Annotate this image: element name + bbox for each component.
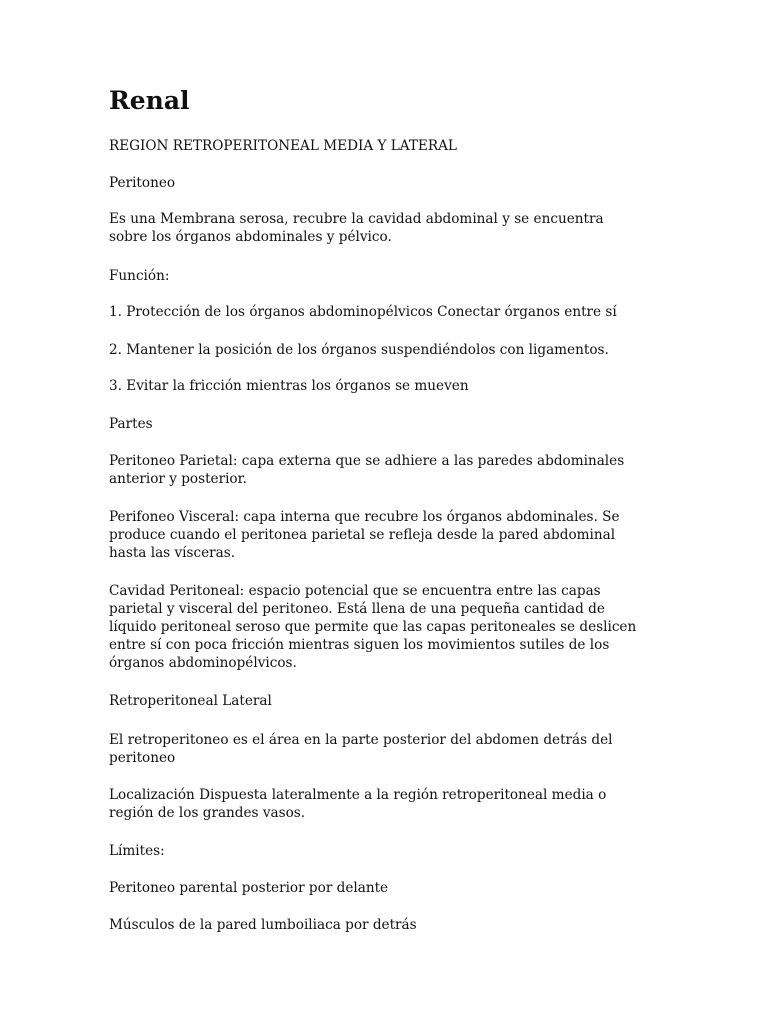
funcion-item-2: 2. Mantener la posición de los órganos suspendiéndolos con ligamentos. xyxy=(109,342,609,358)
limite-item-2: Músculos de la pared lumboiliaca por detrás xyxy=(109,917,417,933)
text-line: órganos abdominopélvicos. xyxy=(109,655,297,671)
text-line: El retroperitoneo es el área en la parte posterior del abdomen detrás del xyxy=(109,732,613,748)
text-line: Es una Membrana serosa, recubre la cavidad abdominal y se encuentra xyxy=(109,211,604,227)
text-line: produce cuando el peritonea parietal se refleja desde la pared abdominal xyxy=(109,527,616,543)
limite-item-1: Peritoneo parental posterior por delante xyxy=(109,880,389,896)
funcion-item-3: 3. Evitar la fricción mientras los órganos se mueven xyxy=(109,378,469,394)
text-line: entre sí con poca fricción mientras siguen los movimientos sutiles de los xyxy=(109,637,610,653)
text-line: Localización Dispuesta lateralmente a la región retroperitoneal media o xyxy=(109,787,607,803)
peritoneo-parietal xyxy=(109,452,624,488)
partes-heading: Partes xyxy=(109,416,153,432)
region-heading: REGION RETROPERITONEAL MEDIA Y LATERAL xyxy=(109,138,457,154)
text-line: anterior y posterior. xyxy=(109,471,247,487)
retroperitoneo-definition xyxy=(109,731,613,767)
text-line: región de los grandes vasos. xyxy=(109,805,306,821)
peritoneo-visceral xyxy=(109,508,620,562)
text-line: Cavidad Peritoneal: espacio potencial que se encuentra entre las capas xyxy=(109,583,601,599)
funcion-heading: Función: xyxy=(109,268,170,284)
peritoneo-heading: Peritoneo xyxy=(109,175,176,191)
document-title: Renal xyxy=(109,86,190,115)
text-line: parietal y visceral del peritoneo. Está llena de una pequeña cantidad de xyxy=(109,601,605,617)
text-line: hasta las vísceras. xyxy=(109,545,236,561)
text-line: Peritoneo Parietal: capa externa que se adhiere a las paredes abdominales xyxy=(109,453,625,469)
limites-heading: Límites: xyxy=(109,843,165,859)
funcion-item-1: 1. Protección de los órganos abdominopélvicos Conectar órganos entre sí xyxy=(109,304,617,320)
text-line: sobre los órganos abdominales y pélvico. xyxy=(109,229,392,245)
text-line: Perifoneo Visceral: capa interna que recubre los órganos abdominales. Se xyxy=(109,509,620,525)
text-line: líquido peritoneal seroso que permite que las capas peritoneales se deslicen xyxy=(109,619,637,635)
cavidad-peritoneal xyxy=(109,582,636,672)
retro-lateral-heading: Retroperitoneal Lateral xyxy=(109,693,272,709)
text-line: peritoneo xyxy=(109,750,176,766)
localizacion xyxy=(109,786,606,822)
peritoneo-definition xyxy=(109,210,604,246)
